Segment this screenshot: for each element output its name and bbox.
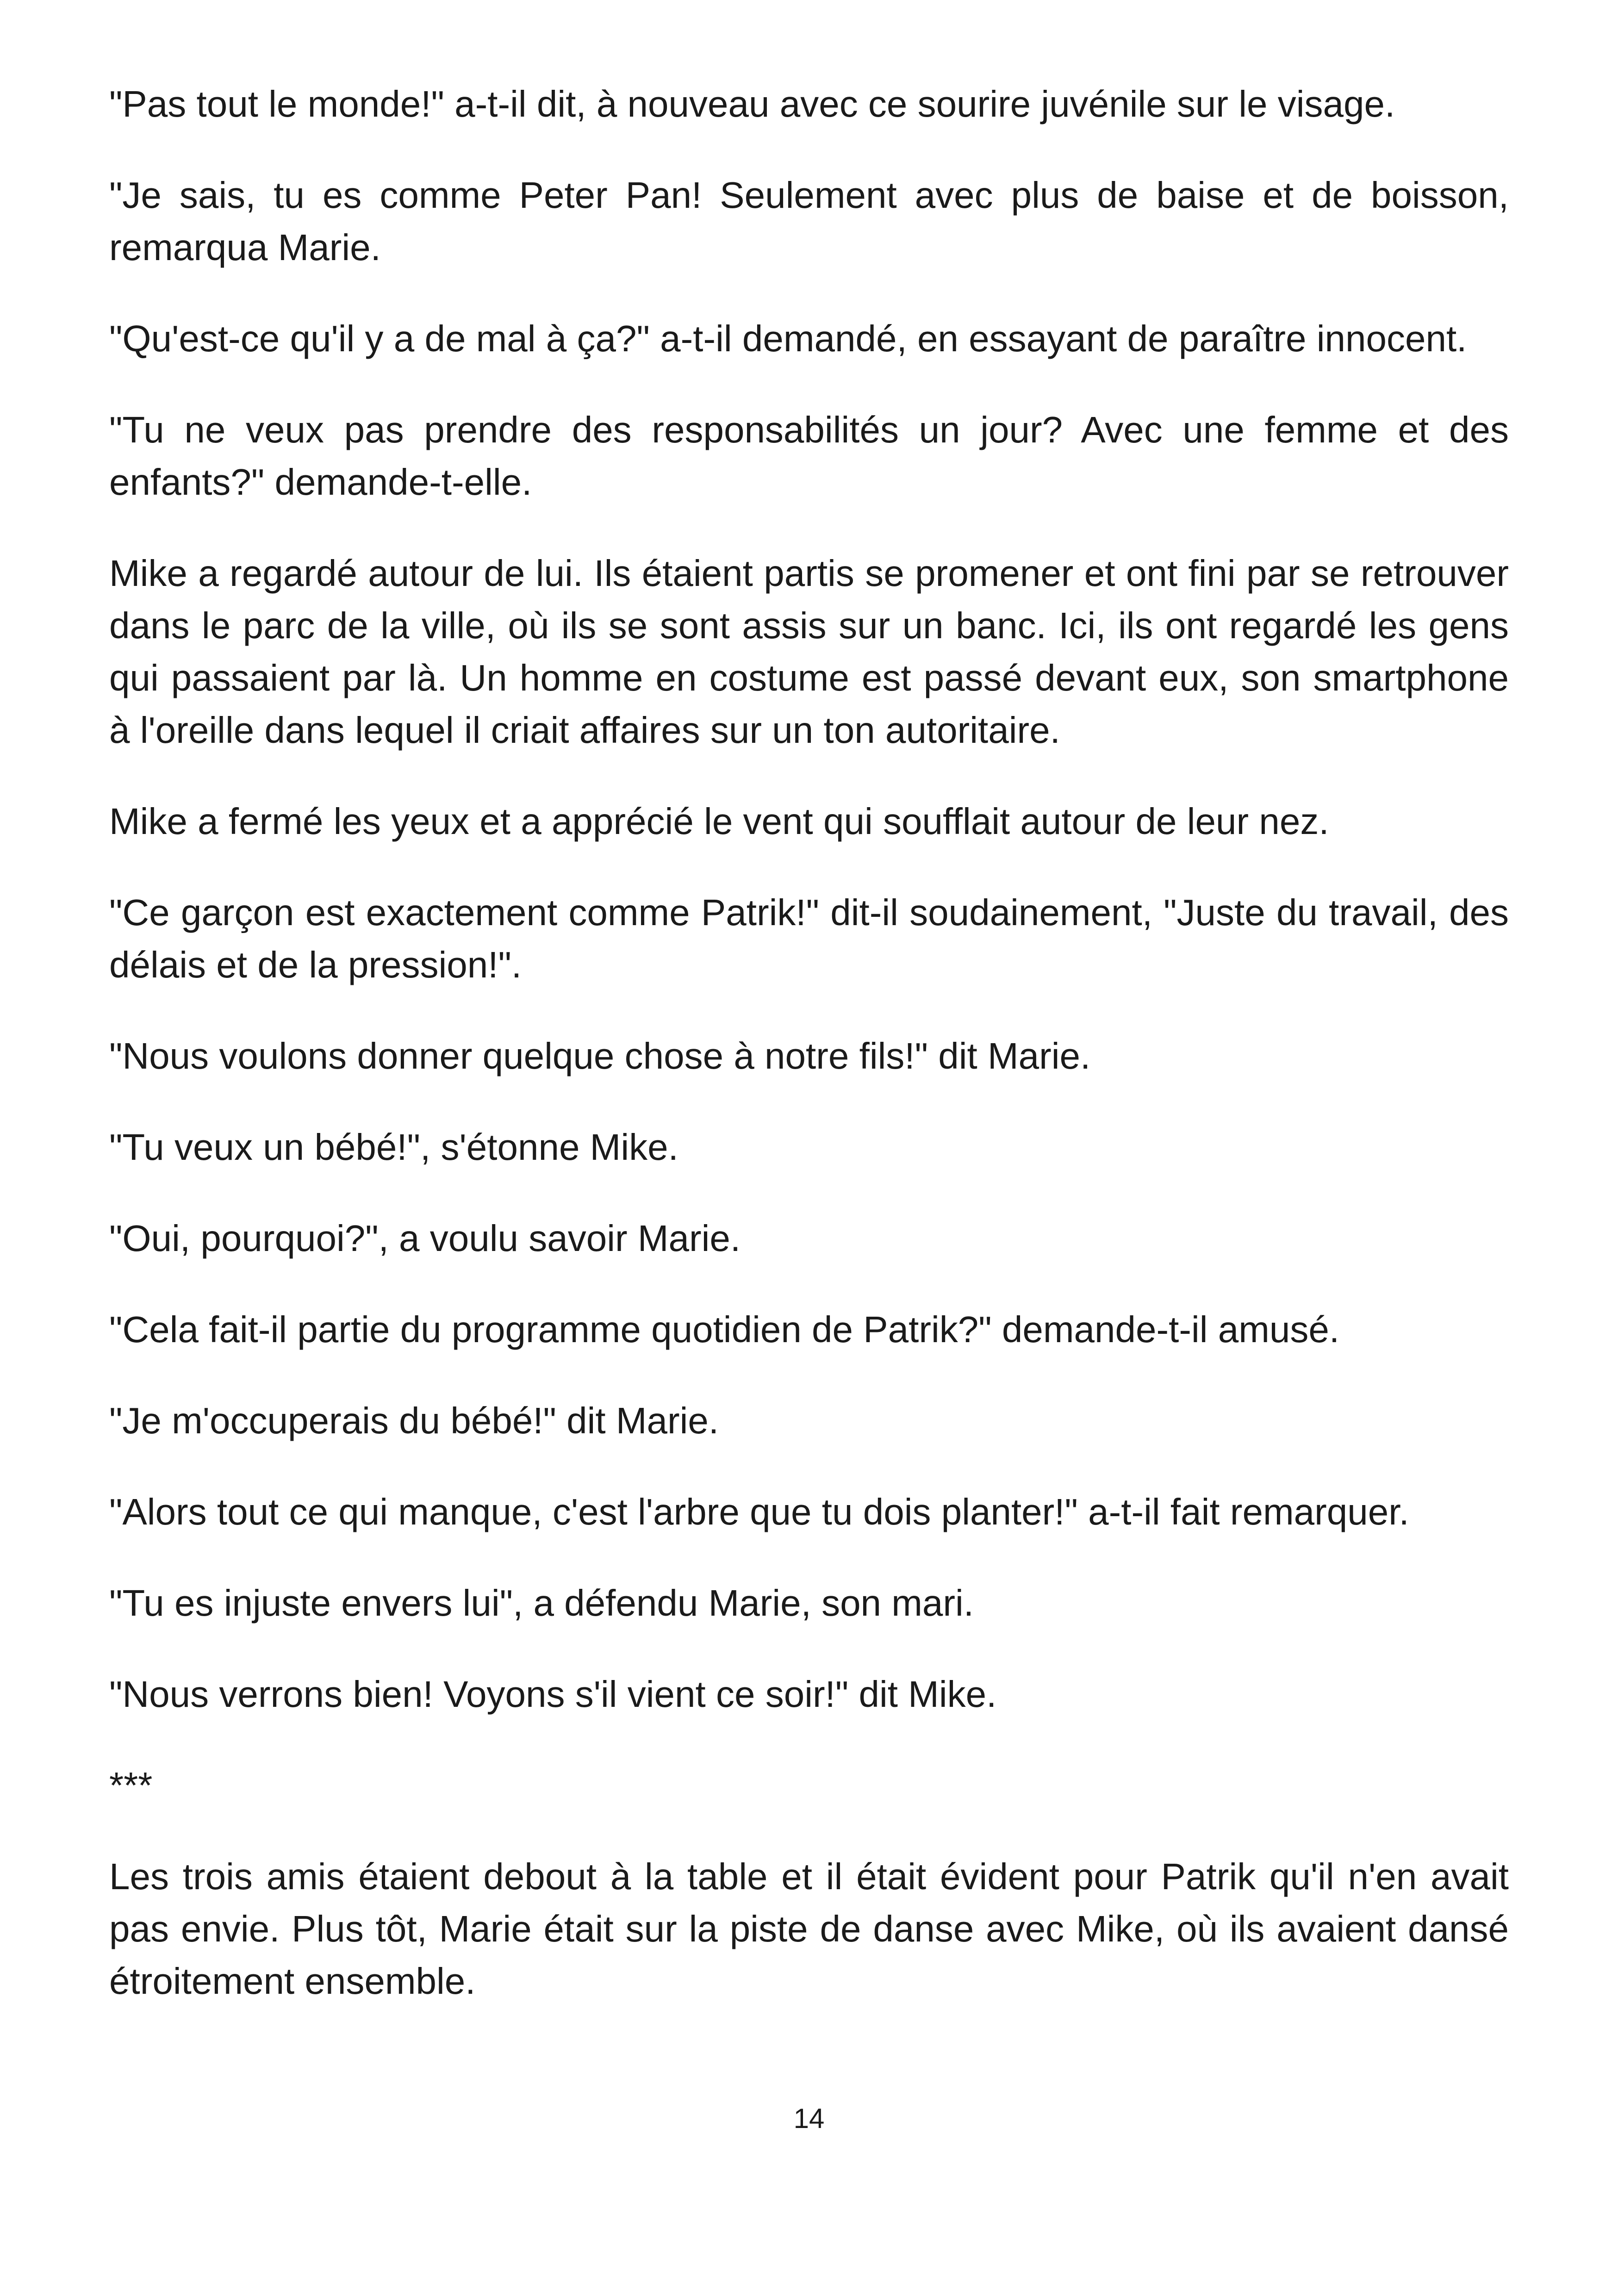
paragraph: "Tu veux un bébé!", s'étonne Mike. xyxy=(109,1126,678,1168)
paragraph: "Nous verrons bien! Voyons s'il vient ce soir!" dit Mike. xyxy=(109,1674,997,1715)
paragraph: "Je m'occuperais du bébé!" dit Marie. xyxy=(109,1400,719,1441)
paragraph: "Pas tout le monde!" a-t-il dit, à nouveau avec ce sourire juvénile sur le visage. xyxy=(109,83,1395,124)
paragraph: Mike a fermé les yeux et a apprécié le vent qui soufflait autour de leur nez. xyxy=(109,801,1329,842)
paragraph: "Je sais, tu es comme Peter Pan! Seulement avec plus de baise et de boisson, remarqua Marie. xyxy=(109,174,1509,268)
paragraph: "Cela fait-il partie du programme quotidien de Patrik?" demande-t-il amusé. xyxy=(109,1309,1340,1350)
paragraph: "Qu'est-ce qu'il y a de mal à ça?" a-t-il demandé, en essayant de paraître innocent. xyxy=(109,318,1467,359)
paragraph: "Tu ne veux pas prendre des responsabilités un jour? Avec une femme et des enfants?" demande-t-elle. xyxy=(109,409,1509,503)
paragraph: "Nous voulons donner quelque chose à notre fils!" dit Marie. xyxy=(109,1035,1091,1076)
paragraph: Les trois amis étaient debout à la table et il était évident pour Patrik qu'il n'en avait pas envie. Plus tôt, Marie était sur la piste de danse avec Mike, où ils avaient dansé étroitement ensemble. xyxy=(109,1856,1509,2002)
paragraph: "Ce garçon est exactement comme Patrik!" dit-il soudainement, "Juste du travail, des délais et de la pression!". xyxy=(109,892,1509,985)
page-number: 14 xyxy=(793,2103,825,2134)
paragraph: Mike a regardé autour de lui. Ils étaient partis se promener et ont fini par se retrouver dans le parc de la ville, où ils se sont assis sur un banc. Ici, ils ont regardé les gens qui passaient par là. Un homme en costume est passé devant eux, son smartphone à l'oreille dans lequel il criait affaires sur un ton autoritaire. xyxy=(109,553,1509,751)
scene-separator: *** xyxy=(109,1765,153,1806)
paragraph: "Oui, pourquoi?", a voulu savoir Marie. xyxy=(109,1218,741,1259)
paragraph: "Tu es injuste envers lui", a défendu Marie, son mari. xyxy=(109,1582,974,1624)
paragraph: "Alors tout ce qui manque, c'est l'arbre que tu dois planter!" a-t-il fait remarquer. xyxy=(109,1491,1409,1532)
body-text xyxy=(109,78,1509,2046)
